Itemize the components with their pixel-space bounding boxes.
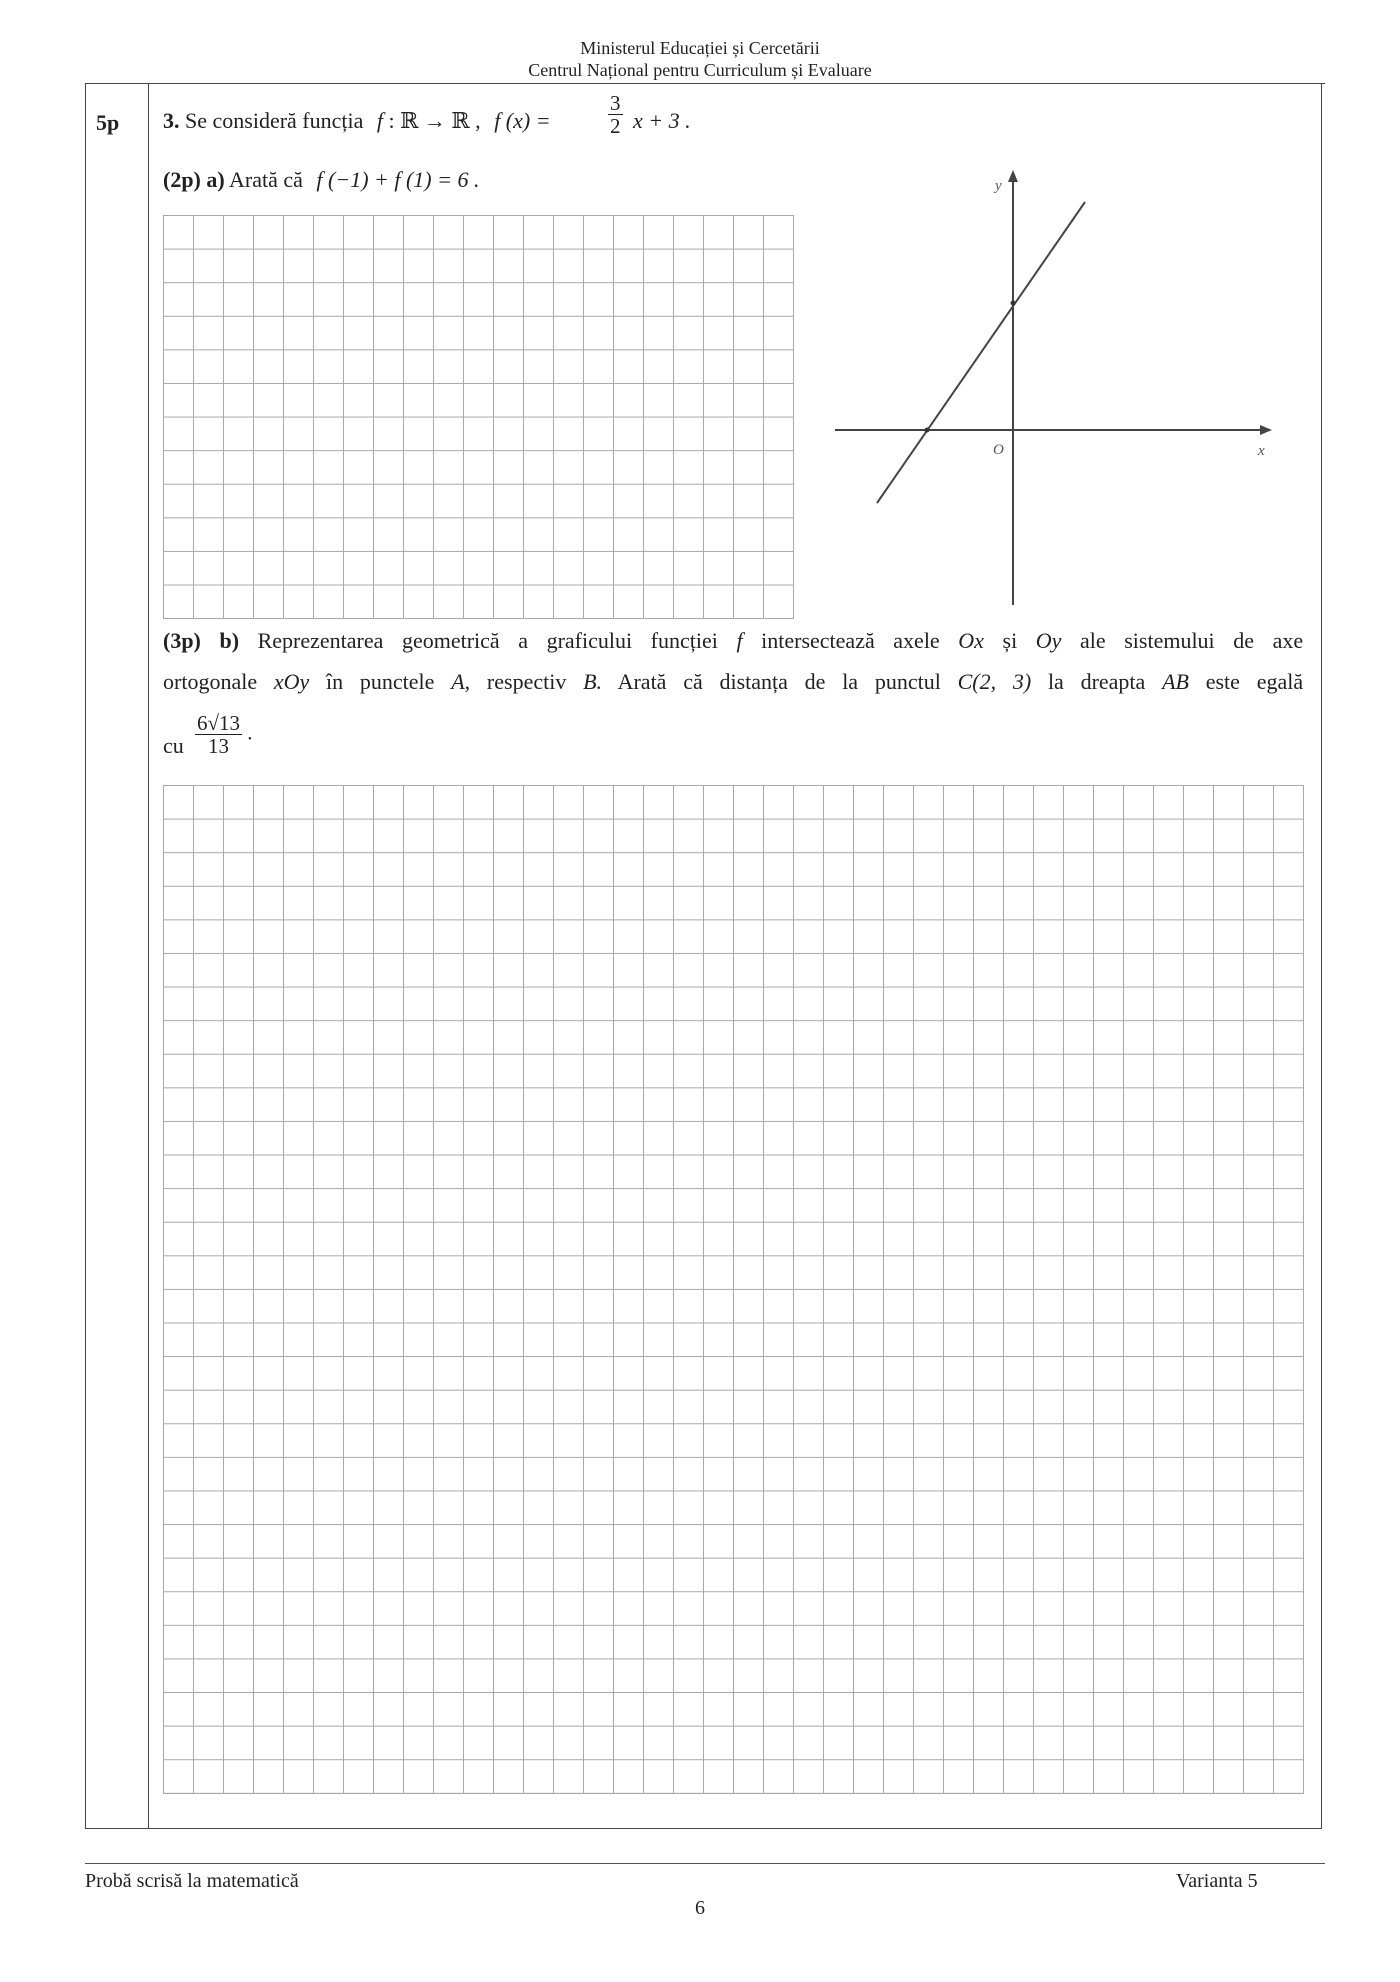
part-b-text-3: ale sistemului de axe bbox=[1080, 628, 1304, 653]
part-a-expression: f (−1) + f (1) = 6 . bbox=[316, 167, 480, 192]
part-b-oy: Oy bbox=[1035, 628, 1062, 653]
fraction-numerator: 3 bbox=[610, 91, 621, 115]
header-center: Centrul Național pentru Curriculum și Evaluare bbox=[528, 60, 872, 80]
part-b-text-1: Reprezentarea geometrică a graficului funcției bbox=[257, 628, 718, 653]
answer-dot: . bbox=[247, 720, 253, 745]
answer-grid-b[interactable] bbox=[163, 785, 1304, 1794]
part-b-point-a: A bbox=[451, 669, 465, 694]
part-a-statement bbox=[163, 167, 479, 193]
function-graph bbox=[830, 160, 1280, 620]
page-number: 6 bbox=[695, 1897, 705, 1919]
footer-rule bbox=[85, 1863, 1325, 1864]
part-b-line1 bbox=[163, 628, 1303, 654]
part-b-ab: AB bbox=[1162, 669, 1189, 694]
function-line bbox=[877, 202, 1085, 503]
part-b-cu: cu bbox=[163, 733, 184, 758]
part-b-si: și bbox=[1002, 628, 1018, 653]
part-b-letter: b) bbox=[219, 628, 240, 653]
part-b-text-6: , respectiv bbox=[464, 669, 567, 694]
func-tail bbox=[633, 108, 691, 134]
part-b-text-8: la dreapta bbox=[1047, 669, 1146, 694]
origin-label: O bbox=[993, 442, 1004, 458]
part-b-xoy: xOy bbox=[273, 669, 310, 694]
part-b-line2 bbox=[163, 669, 1303, 695]
part-a-points: (2p) bbox=[163, 167, 201, 192]
problem-points: 5p bbox=[96, 110, 120, 135]
answer-denominator: 13 bbox=[208, 734, 230, 759]
answer-grid-a[interactable] bbox=[163, 215, 794, 619]
problem-intro: Se consideră funcția bbox=[185, 108, 364, 133]
header-ministry: Ministerul Educației și Cercetării bbox=[580, 38, 820, 58]
func-domain: : ℝ → ℝ , bbox=[388, 108, 481, 133]
part-b-text-2: intersectează axele bbox=[761, 628, 940, 653]
part-b-text-4: ortogonale bbox=[163, 669, 258, 694]
func-fx: f (x) = bbox=[494, 108, 551, 133]
part-b-text-7: Arată că distanța de la punctul bbox=[617, 669, 941, 694]
problem-statement bbox=[163, 108, 551, 134]
func-expression-tail: x + 3 . bbox=[633, 108, 691, 133]
part-b-ox: Ox bbox=[958, 628, 984, 653]
fraction-denominator: 2 bbox=[610, 114, 621, 139]
points-column-separator bbox=[148, 83, 149, 1828]
y-axis-label: y bbox=[995, 178, 1002, 194]
part-b-text-5: în punctele bbox=[326, 669, 435, 694]
part-b-points: (3p) bbox=[163, 628, 201, 653]
x-axis-label: x bbox=[1258, 443, 1265, 459]
part-b-text-9: este egală bbox=[1205, 669, 1304, 694]
part-b-point-b: B. bbox=[583, 669, 603, 694]
footer-left: Probă scrisă la matematică bbox=[85, 1870, 299, 1892]
part-b-answer-fraction bbox=[195, 712, 253, 757]
intercept-point-x bbox=[925, 428, 930, 433]
func-name: f bbox=[376, 108, 383, 133]
problem-number: 3. bbox=[163, 108, 180, 133]
part-b-point-c: C(2, 3) bbox=[957, 669, 1032, 694]
part-a-letter: a) bbox=[206, 167, 225, 192]
footer-right: Varianta 5 bbox=[1176, 1870, 1258, 1892]
func-fraction bbox=[608, 92, 623, 137]
part-b-line3 bbox=[163, 733, 184, 759]
intercept-point-y bbox=[1011, 301, 1016, 306]
part-a-text: Arată că bbox=[229, 167, 303, 192]
answer-numerator: 6√13 bbox=[197, 711, 241, 735]
part-b-f: f bbox=[736, 628, 743, 653]
